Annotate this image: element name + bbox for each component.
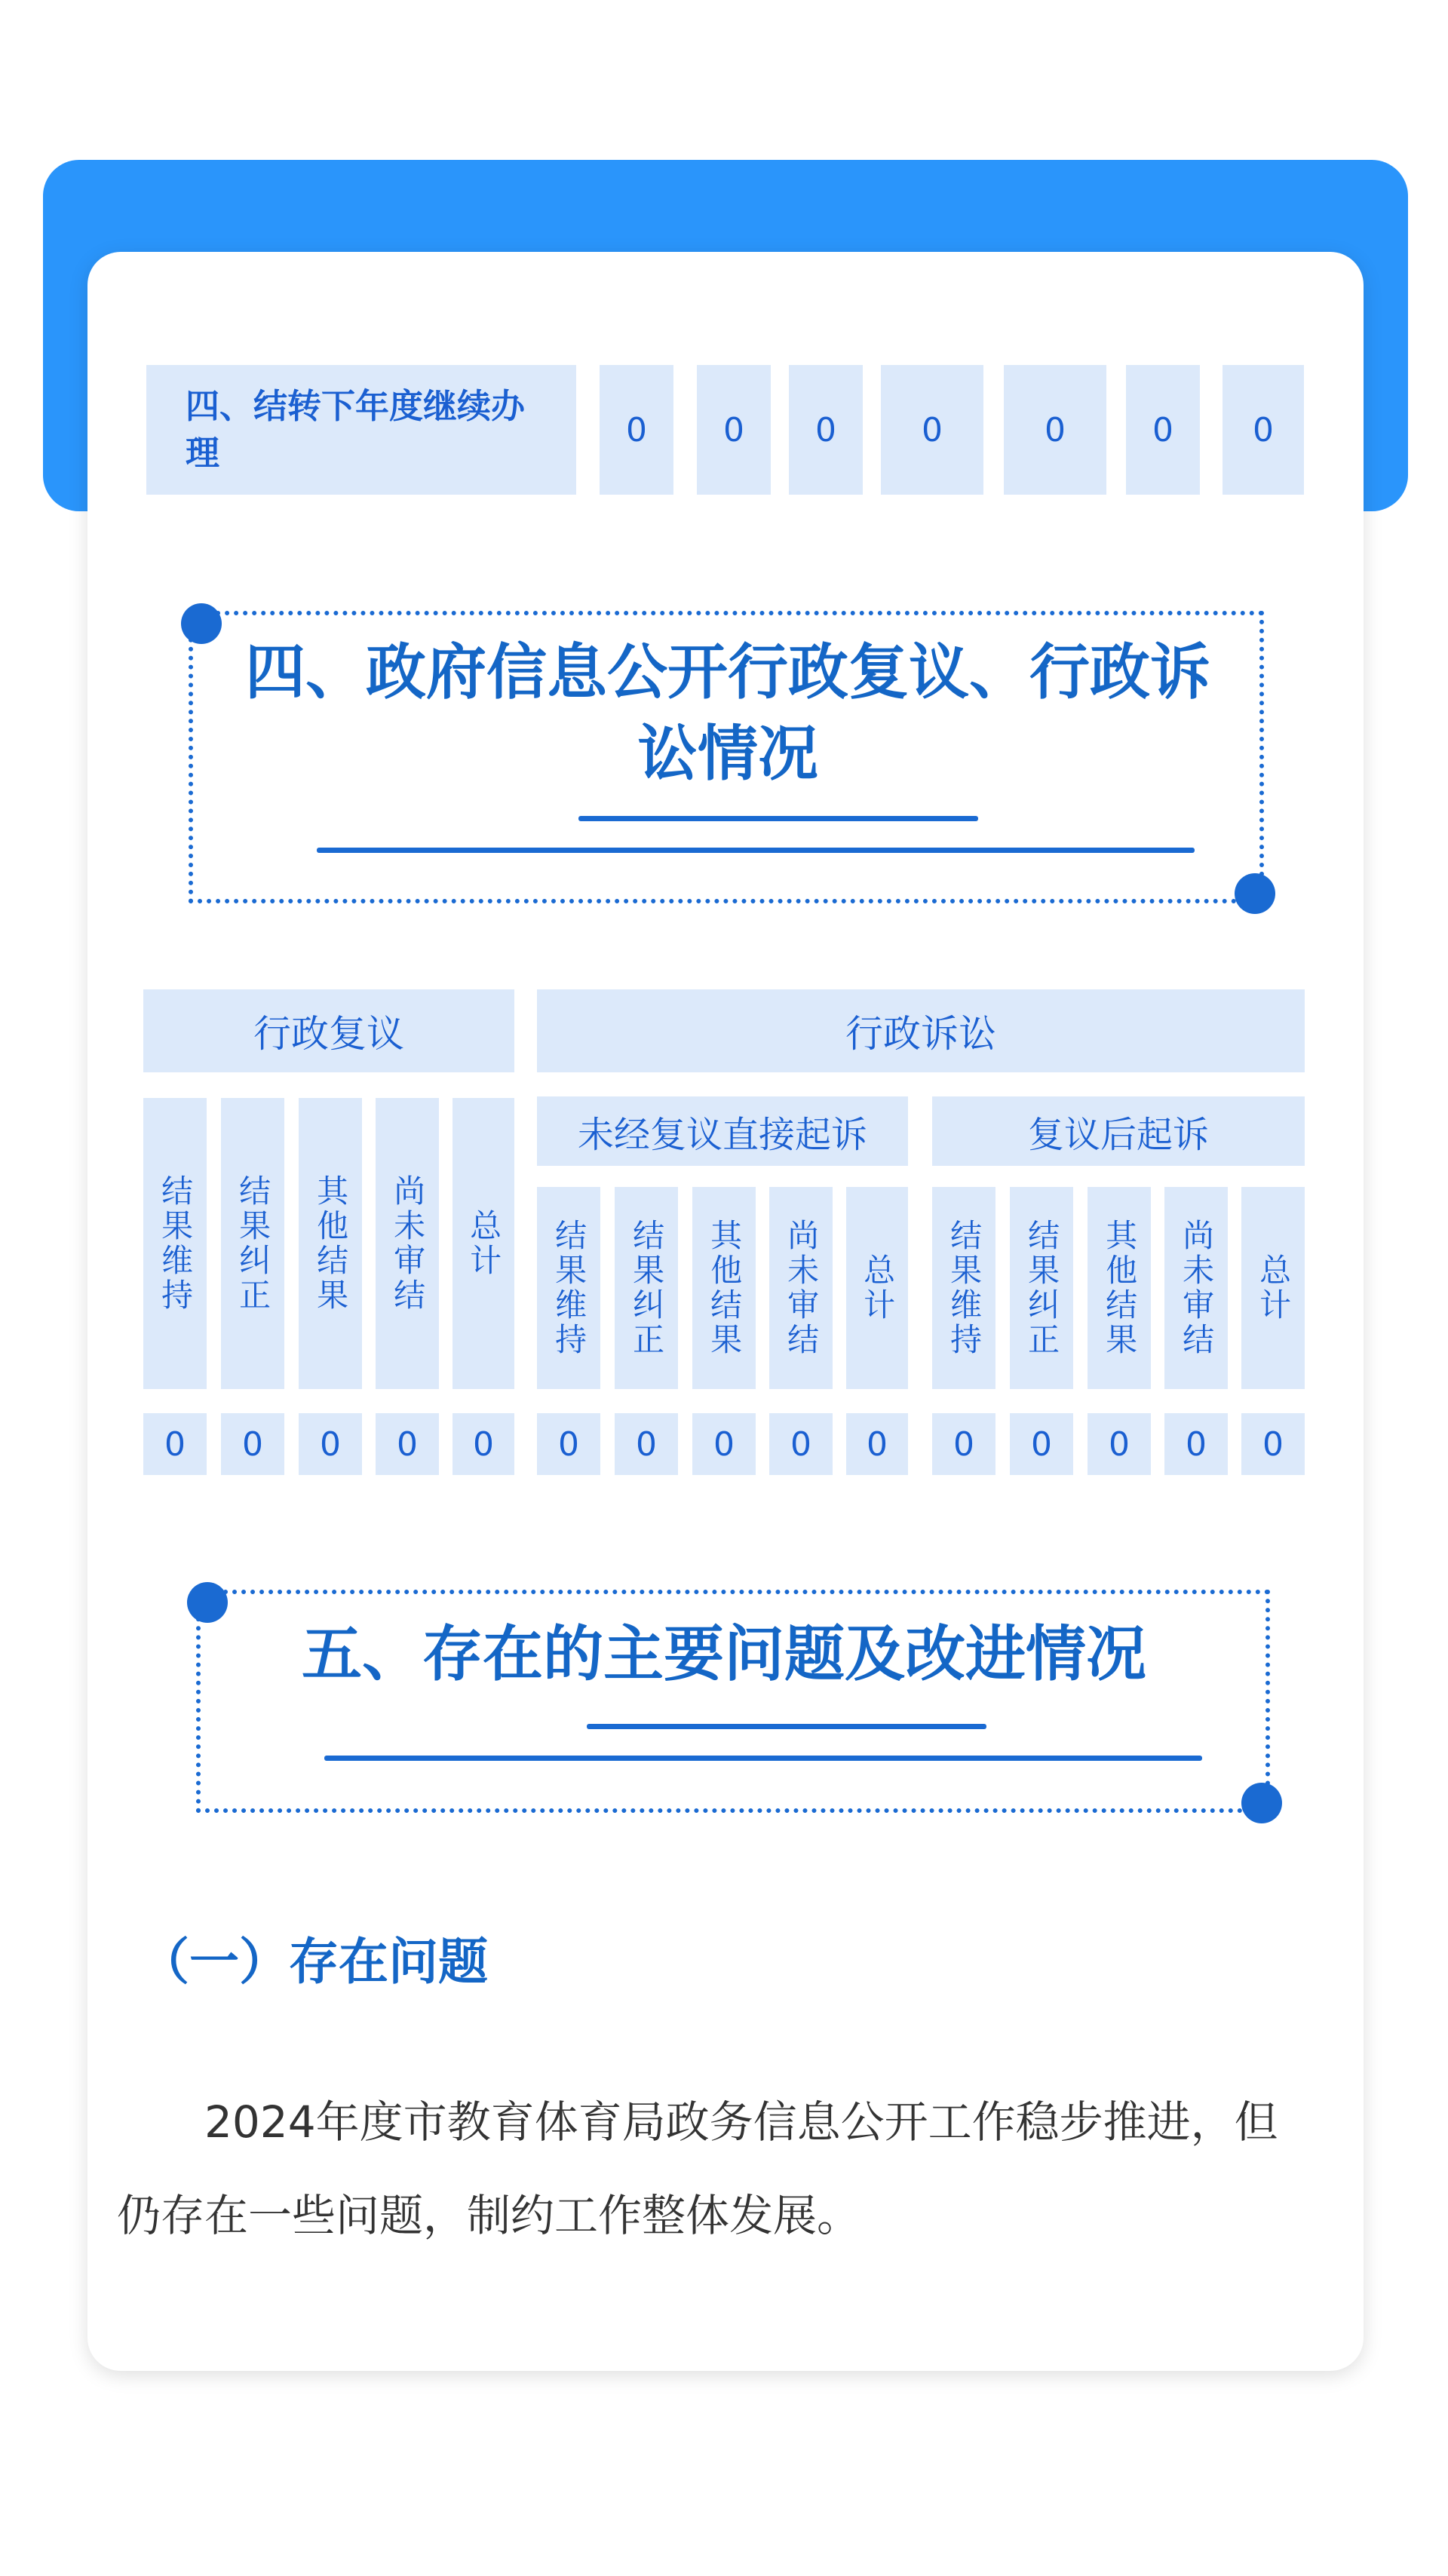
table-value: 0 (537, 1413, 600, 1475)
column-header: 结果维持 (932, 1187, 996, 1389)
carryover-label: 四、结转下年度继续办理 (146, 365, 576, 495)
table-value: 0 (143, 1413, 207, 1475)
decor-dot (1241, 1783, 1282, 1823)
column-header: 尚未审结 (1164, 1187, 1228, 1389)
column-header: 其他结果 (1088, 1187, 1151, 1389)
carryover-value: 0 (697, 365, 771, 495)
column-header: 结果维持 (537, 1187, 600, 1389)
title-underline (324, 1756, 1202, 1761)
column-header: 总计 (1241, 1187, 1305, 1389)
carryover-value: 0 (881, 365, 983, 495)
table-value: 0 (452, 1413, 514, 1475)
title-underline (578, 816, 978, 821)
table-value: 0 (1088, 1413, 1151, 1475)
column-header: 结果纠正 (1010, 1187, 1073, 1389)
table-value: 0 (299, 1413, 362, 1475)
section4-title: 四、政府信息公开行政复议、行政诉讼情况 (245, 637, 1210, 789)
column-header: 尚未审结 (376, 1098, 439, 1389)
table-value: 0 (1241, 1413, 1305, 1475)
carryover-value: 0 (789, 365, 863, 495)
column-header: 其他结果 (692, 1187, 756, 1389)
decor-dot (1235, 873, 1275, 914)
table-value: 0 (769, 1413, 833, 1475)
carryover-value: 0 (1126, 365, 1200, 495)
table-value: 0 (1010, 1413, 1073, 1475)
table-value: 0 (1164, 1413, 1228, 1475)
subheading-issues: （一）存在问题 (140, 1933, 488, 1991)
section5-title: 五、存在的主要问题及改进情况 (302, 1619, 1146, 1689)
decor-dot (181, 603, 222, 644)
column-header: 结果纠正 (221, 1098, 284, 1389)
table-value: 0 (376, 1413, 439, 1475)
body-paragraph: 2024年度市教育体育局政务信息公开工作稳步推进，但仍存在一些问题，制约工作整体发展。 (117, 2096, 1278, 2241)
table-value: 0 (615, 1413, 678, 1475)
table-value: 0 (221, 1413, 284, 1475)
table-value: 0 (846, 1413, 908, 1475)
header-lawsuit-after-review: 复议后起诉 (932, 1096, 1305, 1166)
carryover-value: 0 (1004, 365, 1106, 495)
header-admin-review: 行政复议 (143, 989, 514, 1072)
column-header: 结果纠正 (615, 1187, 678, 1389)
header-admin-litigation: 行政诉讼 (537, 989, 1305, 1072)
column-header: 总计 (846, 1187, 908, 1389)
column-header: 其他结果 (299, 1098, 362, 1389)
column-header: 尚未审结 (769, 1187, 833, 1389)
table-value: 0 (932, 1413, 996, 1475)
table-value: 0 (692, 1413, 756, 1475)
title-underline (587, 1724, 986, 1729)
carryover-value: 0 (600, 365, 673, 495)
header-direct-lawsuit: 未经复议直接起诉 (537, 1096, 908, 1166)
title-underline (317, 848, 1195, 853)
carryover-value: 0 (1223, 365, 1304, 495)
column-header: 总计 (452, 1098, 514, 1389)
column-header: 结果维持 (143, 1098, 207, 1389)
